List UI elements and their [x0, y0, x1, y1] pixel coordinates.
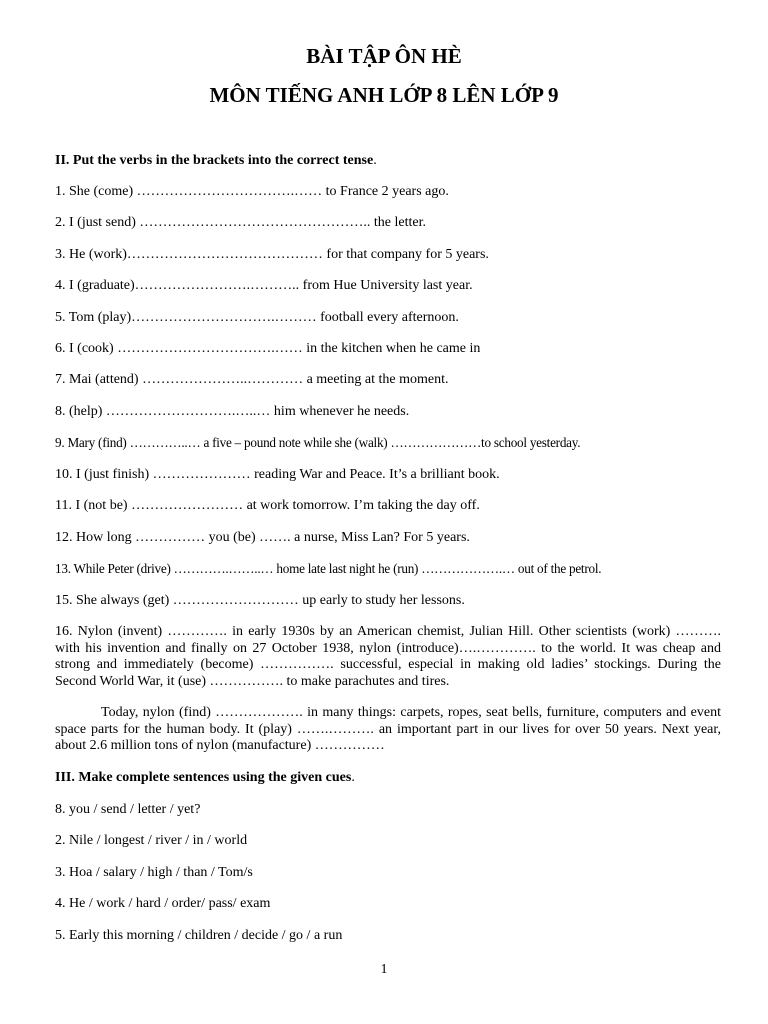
exercise-item: 13. While Peter (drive) ………….……..… home late last night he (run) ……………….… out of the petrol.	[55, 561, 602, 576]
section-3-heading-text: III. Make complete sentences using the given cues	[55, 770, 352, 785]
sentence-cue-item: 3. Hoa / salary / high / than / Tom/s	[55, 865, 253, 880]
exercise-item: 4. I (graduate)…………………….……….. from Hue University last year.	[55, 278, 473, 293]
exercise-item: 1. She (come) …………………………….…… to France 2 years ago.	[55, 184, 449, 199]
exercise-item: 12. How long …………… you (be) ……. a nurse, Miss Lan? For 5 years.	[55, 530, 470, 545]
nylon-paragraph: 16. Nylon (invent) …………. in early 1930s by an American chemist, Julian Hill. Other scientists (work) ………. with his invention and finally on 27 October 1938, nylon (introduce)….…………. to the world. It was cheap and strong and immediately (become) ……………. successful, especial in making old ladies’ stockings. During the Second World War, it (use) ……………. to make parachutes and tires.	[55, 624, 721, 689]
section-2-heading	[55, 152, 721, 170]
exercise-item: 11. I (not be) …………………… at work tomorrow. I’m taking the day off.	[55, 498, 480, 513]
exercise-item: 9. Mary (find) …………..… a five – pound note while she (walk) …………………to school yesterday.	[55, 435, 581, 450]
exercise-item: 3. He (work)…………………………………… for that company for 5 years.	[55, 247, 489, 262]
exercise-item: 7. Mai (attend) …………………..………… a meeting at the moment.	[55, 372, 449, 387]
section-3-heading-period: .	[351, 770, 355, 785]
exercise-item: 2. I (just send) ………………………………………….. the letter.	[55, 215, 426, 230]
exercise-item: 6. I (cook) …………………………….…… in the kitchen when he came in	[55, 341, 481, 356]
page-number: 1	[380, 962, 388, 977]
sentence-cue-item: 8. you / send / letter / yet?	[55, 802, 201, 817]
section-2-heading-text: II. Put the verbs in the brackets into the correct tense	[55, 153, 374, 168]
exercise-item: 8. (help) ……………………….…..… him whenever he needs.	[55, 404, 410, 419]
exercise-item: 5. Tom (play)………………………….……… football every afternoon.	[55, 310, 459, 325]
nylon-paragraph-continued: Today, nylon (find) ………………. in many things: carpets, ropes, seat bells, furniture, computers and event space parts for the human body. It (play) …….………. an important part in our lives for over 50 years. Next year, about 2.6 million tons of nylon (manufacture) ……………	[55, 705, 721, 753]
exercise-item: 15. She always (get) ……………………… up early to study her lessons.	[55, 593, 465, 608]
page-subtitle: MÔN TIẾNG ANH LỚP 8 LÊN LỚP 9	[209, 83, 559, 107]
sentence-cue-item: 5. Early this morning / children / decide / go / a run	[55, 928, 343, 943]
sentence-cue-item: 2. Nile / longest / river / in / world	[55, 833, 248, 848]
section-3-heading	[55, 769, 721, 787]
section-2-heading-period: .	[373, 153, 377, 168]
page-title: BÀI TẬP ÔN HÈ	[306, 44, 462, 68]
exercise-item: 10. I (just finish) ………………… reading War and Peace. It’s a brilliant book.	[55, 467, 500, 482]
sentence-cue-item: 4. He / work / hard / order/ pass/ exam	[55, 896, 271, 911]
